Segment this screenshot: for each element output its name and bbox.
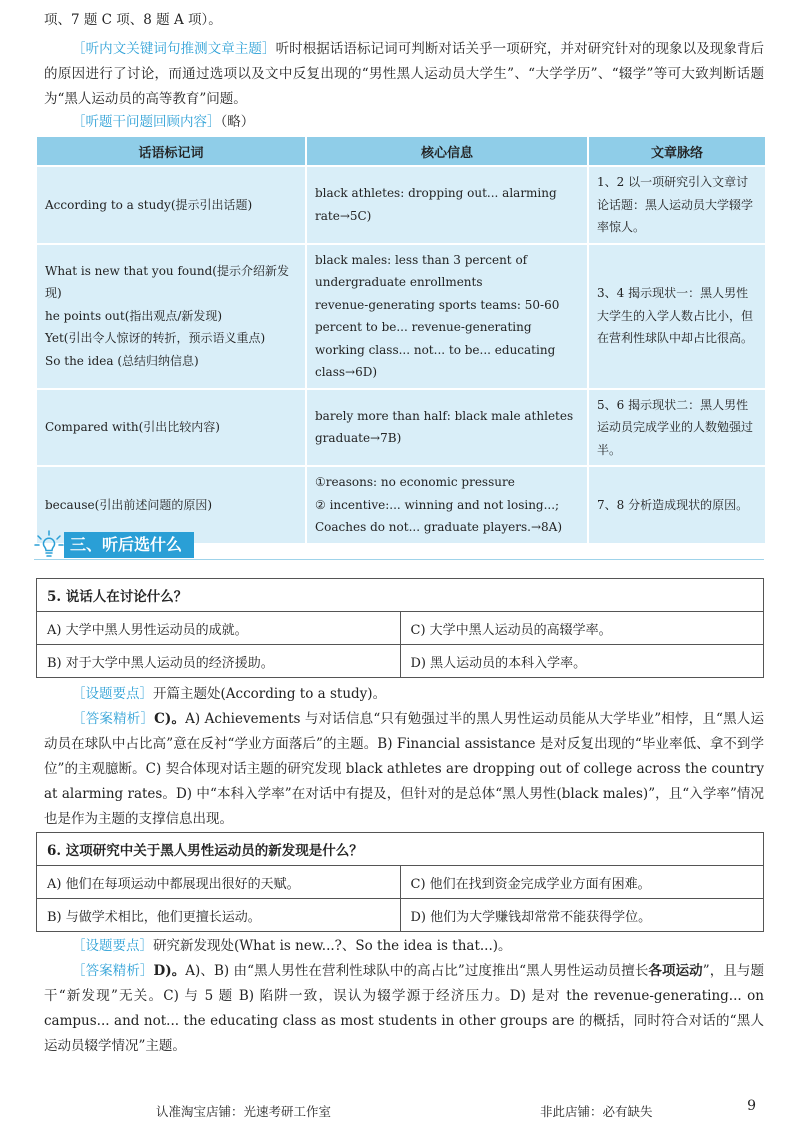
table-row bbox=[37, 388, 765, 466]
q5-option-a: A) 大学中黑人男性运动员的成就。 bbox=[37, 612, 401, 645]
marker-line: According to a study(提示引出话题) bbox=[45, 197, 253, 212]
core-cell bbox=[307, 243, 589, 388]
marker-cell bbox=[37, 243, 307, 388]
q5-option-b: B) 对于大学中黑人运动员的经济援助。 bbox=[37, 645, 401, 678]
q5-option-d: D) 黑人运动员的本科入学率。 bbox=[400, 645, 764, 678]
paragraph-topic bbox=[44, 37, 764, 112]
label-topic: ［听内文关键词句推测文章主题］ bbox=[72, 41, 276, 57]
page-number: 9 bbox=[747, 1098, 756, 1114]
lightbulb-icon bbox=[34, 530, 64, 560]
core-line: ② incentive:... winning and not losing...; bbox=[315, 497, 560, 512]
paragraph-review-text: （略） bbox=[220, 114, 255, 130]
marker-line: What is new that you found(提示介绍新发现) bbox=[45, 263, 289, 301]
question-5-table bbox=[36, 578, 764, 678]
q6-answer-text-b: ”，且与题干“新发现”无关。C) 与 5 题 B) 陷阱一致，误认为辍学源于经济压力。D) 是对 the revenue-generating... on campus... and not... the educating class as most students in other groups are 的概括，同时符合对话的“黑人运动员辍学情况”主题。 bbox=[44, 963, 765, 1054]
q6-answer bbox=[44, 959, 764, 1059]
marker-line: So the idea (总结归纳信息) bbox=[45, 353, 199, 368]
footer-left: 认准淘宝店铺：光速考研工作室 bbox=[156, 1104, 332, 1119]
analysis-table bbox=[37, 137, 765, 543]
q6-point-label: ［设题要点］ bbox=[72, 938, 153, 954]
core-line: black athletes: dropping out... alarming rate→5C) bbox=[315, 186, 557, 223]
q6-point-text: 研究新发现处(What is new...?、So the idea is that...)。 bbox=[153, 938, 512, 954]
q6-point bbox=[44, 934, 764, 959]
q6-option-a: A) 他们在每项运动中都展现出很好的天赋。 bbox=[37, 866, 401, 899]
marker-line: because(引出前述问题的原因) bbox=[45, 497, 213, 512]
q6-answer-bold: 各项运动 bbox=[648, 963, 703, 979]
section-divider bbox=[34, 559, 764, 560]
section-title: 三、听后选什么 bbox=[64, 532, 194, 558]
core-cell bbox=[307, 165, 589, 243]
q5-option-c: C) 大学中黑人运动员的高辍学率。 bbox=[400, 612, 764, 645]
core-line: revenue-generating sports teams: 50-60 percent to be... revenue-generating working class... not... to be... educating class→6D) bbox=[315, 297, 560, 379]
paragraph-review bbox=[44, 110, 764, 135]
marker-line: Yet(引出令人惊讶的转折，预示语义重点) bbox=[45, 331, 266, 346]
footer-right: 非此店铺：必有缺失 bbox=[540, 1104, 653, 1119]
top-line: 项、7 题 C 项、8 题 A 项）。 bbox=[44, 12, 222, 28]
q5-point-text: 开篇主题处(According to a study)。 bbox=[153, 686, 387, 702]
q5-answer bbox=[44, 707, 764, 832]
q5-answer-key: C)。 bbox=[154, 711, 186, 727]
q5-answer-label: ［答案精析］ bbox=[72, 711, 155, 727]
q6-option-c: C) 他们在找到资金完成学业方面有困难。 bbox=[400, 866, 764, 899]
marker-cell bbox=[37, 165, 307, 243]
core-cell bbox=[307, 388, 589, 466]
q6-answer-label: ［答案精析］ bbox=[72, 963, 154, 979]
table-row bbox=[37, 165, 765, 243]
q5-point-label: ［设题要点］ bbox=[72, 686, 153, 702]
context-cell: 7、8 分析造成现状的原因。 bbox=[589, 465, 765, 543]
table-header-context: 文章脉络 bbox=[589, 137, 765, 165]
question-5-title: 5. 说话人在讨论什么？ bbox=[37, 579, 764, 612]
core-line: ①reasons: no economic pressure bbox=[315, 475, 515, 489]
table-header-marker: 话语标记词 bbox=[37, 137, 307, 165]
table-header-core: 核心信息 bbox=[307, 137, 589, 165]
context-cell: 3、4 揭示现状一：黑人男性大学生的入学人数占比小，但在营利性球队中却占比很高。 bbox=[589, 243, 765, 388]
q6-answer-key: D)。 bbox=[153, 963, 186, 979]
question-6-title: 6. 这项研究中关于黑人男性运动员的新发现是什么？ bbox=[37, 833, 764, 866]
context-cell: 5、6 揭示现状二：黑人男性运动员完成学业的人数勉强过半。 bbox=[589, 388, 765, 466]
question-6-table bbox=[36, 832, 764, 932]
q6-option-b: B) 与做学术相比，他们更擅长运动。 bbox=[37, 899, 401, 932]
table-header-row bbox=[37, 137, 765, 165]
marker-line: he points out(指出观点/新发现) bbox=[45, 308, 223, 323]
marker-line: Compared with(引出比较内容) bbox=[45, 420, 220, 434]
core-line: black males: less than 3 percent of undergraduate enrollments bbox=[315, 252, 528, 289]
paragraph-topic-text: 听时根据话语标记词可判断对话关乎一项研究，并对研究针对的现象以及现象背后的原因进行了讨论，而通过选项以及文中反复出现的“男性黑人运动员大学生”、“大学学历”、“辍学”等可大致判断话题为“黑人运动员的高等教育”问题。 bbox=[44, 41, 765, 107]
q6-answer-text-a: A)、B) 由“黑人男性在营利性球队中的高占比”过度推出“黑人男性运动员擅长 bbox=[185, 963, 649, 979]
q5-answer-text: A) Achievements 与对话信息“只有勉强过半的黑人男性运动员能从大学毕业”相悖，且“黑人运动员在球队中占比高”意在反衬“学业方面落后”的主题。B) Financial assistance 是对反复出现的“毕业率低、拿不到学位”的主观臆断。C) 契合体现对话主题的研究发现 black athletes are dropping out of college across the country at alarming rates。D) 中“本科入学率”在对话中有提及，但针对的是总体“黑人男性(black males)”，且“入学率”情况也是作为主题的支撑信息出现。 bbox=[44, 711, 764, 827]
table-row bbox=[37, 243, 765, 388]
q5-point bbox=[44, 682, 764, 707]
core-line: barely more than half: black male athletes graduate→7B) bbox=[315, 408, 574, 446]
q6-option-d: D) 他们为大学赚钱却常常不能获得学位。 bbox=[400, 899, 764, 932]
core-line: Coaches do not... graduate players.→8A) bbox=[315, 520, 563, 534]
section-heading bbox=[34, 530, 764, 560]
label-review: ［听题干问题回顾内容］ bbox=[72, 114, 221, 130]
context-cell: 1、2 以一项研究引入文章讨论话题：黑人运动员大学辍学率惊人。 bbox=[589, 165, 765, 243]
marker-cell bbox=[37, 388, 307, 466]
